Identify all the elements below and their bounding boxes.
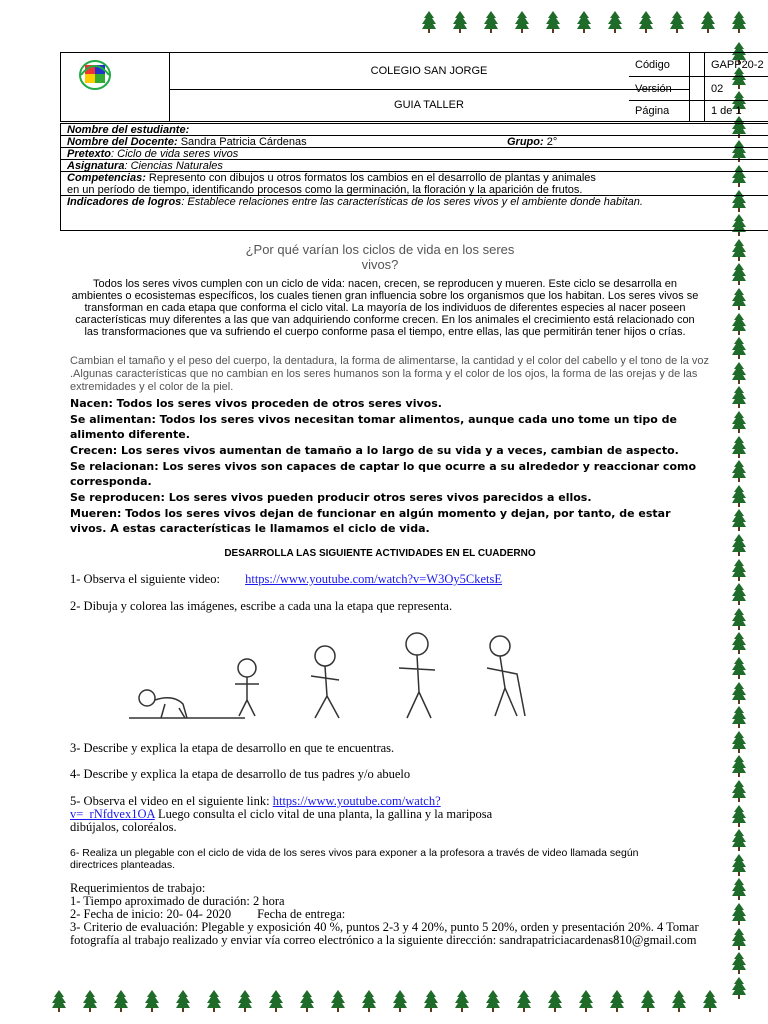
question-line-2: vivos? bbox=[361, 257, 399, 272]
tree-icon bbox=[579, 990, 593, 1012]
stage-se-alimentan: Se alimentan: Todos los seres vivos necesitan tomar alimentos, aunque cada uno tome un tipo de alimento diferente. bbox=[70, 413, 677, 441]
activity-2-text: 2- Dibuja y colorea las imágenes, escribe a cada una la etapa que representa. bbox=[70, 599, 453, 613]
tree-icon bbox=[732, 608, 746, 630]
subject-value: : Ciencias Naturales bbox=[124, 160, 223, 172]
tree-icon bbox=[732, 731, 746, 753]
student-label: Nombre del estudiante: bbox=[67, 124, 190, 136]
activity-3-text: 3- Describe y explica la etapa de desarrollo en que te encuentras. bbox=[70, 741, 395, 755]
competence-row bbox=[61, 172, 768, 196]
tree-icon bbox=[670, 11, 684, 33]
tree-icon bbox=[732, 263, 746, 285]
tree-icon bbox=[701, 11, 715, 33]
school-logo bbox=[61, 53, 170, 121]
tree-icon bbox=[83, 990, 97, 1012]
child-figure bbox=[235, 659, 259, 716]
tree-icon bbox=[484, 11, 498, 33]
activity-5-text: 5- Observa el video en el siguiente link: bbox=[70, 794, 270, 808]
tree-icon bbox=[732, 903, 746, 925]
group-label: Grupo: bbox=[507, 136, 544, 148]
question-line-1: ¿Por qué varían los ciclos de vida en los seres bbox=[245, 242, 515, 257]
tree-icon bbox=[331, 990, 345, 1012]
teacher-label: Nombre del Docente: bbox=[67, 136, 178, 148]
tree-icon bbox=[641, 990, 655, 1012]
tree-icon bbox=[269, 990, 283, 1012]
tree-icon bbox=[732, 977, 746, 999]
tree-icon bbox=[732, 362, 746, 384]
indicators-row bbox=[61, 196, 768, 230]
info-table bbox=[60, 123, 768, 231]
intro-paragraph: Todos los seres vivos cumplen con un ciclo de vida: nacen, crecen, se reproducen y mueren. Este ciclo se desarrolla en ambientes o ecosistemas específicos, los cuales tienen gran influencia sobre los organismos que los habitan. Los seres vivos se transforman en cada etapa que conforma el ciclo vital. La mayoría de los individuos de diferentes especies al nacer poseen características muy diferentes a las que van adquiriendo conforme crecen. En los animales el crecimiento está relacionado con las transformaciones que va sufriendo el cuerpo conforme pasa el tiempo, entre ellas, las que permitirán tener hijos o crías. bbox=[71, 278, 699, 338]
tree-icon bbox=[732, 485, 746, 507]
requirement-2-start: 2- Fecha de inicio: 20- 04- 2020 bbox=[70, 907, 232, 921]
page-label: Página bbox=[629, 101, 705, 121]
activity-5-rest-1: Luego consulta el ciclo vital de una planta, la gallina y la mariposa bbox=[154, 807, 493, 821]
activity-6-text: 6- Realiza un plegable con el ciclo de vida de los seres vivos para exponer a la profesora a través de video llamada según directrices planteadas. bbox=[70, 847, 639, 871]
activity-1 bbox=[70, 573, 710, 586]
activity-5-link-part-2[interactable]: v=_rNfdvex1OA bbox=[70, 807, 155, 821]
tree-icon bbox=[732, 805, 746, 827]
tree-icon bbox=[732, 657, 746, 679]
tree-icon bbox=[608, 11, 622, 33]
tree-icon bbox=[732, 755, 746, 777]
elder-figure bbox=[487, 636, 525, 716]
tree-icon bbox=[732, 928, 746, 950]
stage-se-relacionan: Se relacionan: Los seres vivos son capaces de captar lo que ocurre a su alrededor y reaccionar como corresponda. bbox=[70, 460, 697, 488]
tree-icon bbox=[732, 878, 746, 900]
tree-icon bbox=[732, 829, 746, 851]
tree-icon bbox=[732, 11, 746, 33]
tree-icon bbox=[732, 534, 746, 556]
group-value: 2° bbox=[546, 136, 558, 148]
tree-icon bbox=[732, 682, 746, 704]
tree-icon bbox=[732, 411, 746, 433]
tree-icon bbox=[732, 460, 746, 482]
activity-1-text: 1- Observa el siguiente video: bbox=[70, 572, 220, 586]
activity-5-link-part-1[interactable]: https://www.youtube.com/watch? bbox=[272, 794, 441, 808]
tree-icon bbox=[577, 11, 591, 33]
tree-icon bbox=[732, 436, 746, 458]
tree-icon bbox=[52, 990, 66, 1012]
indicators-value: : Establece relaciones entre las características de los seres vivos y el ambiente donde habitan. bbox=[181, 196, 643, 208]
tree-icon bbox=[732, 288, 746, 310]
subject-label: Asignatura bbox=[67, 160, 125, 172]
competence-value-2: en un período de tiempo, identificando procesos como la germinación, la floración y la aparición de frutos. bbox=[67, 184, 583, 196]
tree-icon bbox=[732, 313, 746, 335]
stage-nacen: Nacen: Todos los seres vivos proceden de otros seres vivos. bbox=[70, 397, 442, 410]
activities-title: DESARROLLA LAS SIGUIENTE ACTIVIDADES EN EL CUADERNO bbox=[224, 548, 536, 559]
teen-figure bbox=[311, 646, 339, 718]
tree-icon bbox=[732, 632, 746, 654]
competence-label: Competencias: bbox=[67, 172, 146, 184]
tree-icon bbox=[732, 952, 746, 974]
activity-5-rest-2: dibújalos, coloréalos. bbox=[70, 820, 177, 834]
pretext-label: Pretexto bbox=[67, 148, 112, 160]
life-stages-list bbox=[70, 396, 710, 537]
tree-icon bbox=[732, 386, 746, 408]
stage-crecen: Crecen: Los seres vivos aumentan de tamaño a lo largo de su vida y a veces, cambian de aspecto. bbox=[70, 444, 679, 457]
tree-icon bbox=[176, 990, 190, 1012]
version-label: Versión bbox=[629, 77, 705, 101]
tree-icon bbox=[114, 990, 128, 1012]
tree-icon bbox=[515, 11, 529, 33]
changes-paragraph: Cambian el tamaño y el peso del cuerpo, la dentadura, la forma de alimentarse, la cantidad y el color del cabello y el tono de la voz .Algunas características que no cambian en los seres humanos son la forma y el color de los ojos, la forma de las orejas y de las extremidades y el color de la piel. bbox=[70, 355, 709, 393]
tree-icon bbox=[610, 990, 624, 1012]
indicators-label: Indicadores de logros bbox=[67, 196, 182, 208]
document-type: GUIA TALLER bbox=[169, 89, 690, 121]
tree-icon bbox=[672, 990, 686, 1012]
code-label: Código bbox=[629, 53, 705, 77]
tree-icon bbox=[703, 990, 717, 1012]
requirement-1: 1- Tiempo aproximado de duración: 2 hora bbox=[70, 894, 285, 908]
tree-icon bbox=[393, 990, 407, 1012]
tree-icon bbox=[732, 706, 746, 728]
tree-icon bbox=[362, 990, 376, 1012]
main-question bbox=[210, 242, 550, 272]
tree-icon bbox=[639, 11, 653, 33]
school-name: COLEGIO SAN JORGE bbox=[169, 53, 690, 90]
tree-icon bbox=[732, 559, 746, 581]
tree-icon bbox=[424, 990, 438, 1012]
tree-icon bbox=[145, 990, 159, 1012]
subject-row bbox=[61, 160, 768, 172]
life-cycle-illustration bbox=[125, 628, 555, 723]
requirements-title: Requerimientos de trabajo: bbox=[70, 881, 206, 895]
tree-icon bbox=[207, 990, 221, 1012]
tree-icon bbox=[455, 990, 469, 1012]
page-value: 1 de 1 bbox=[711, 105, 742, 117]
version-value: 02 bbox=[705, 77, 768, 101]
tree-icon bbox=[732, 337, 746, 359]
tree-icon bbox=[486, 990, 500, 1012]
requirement-3: 3- Criterio de evaluación: Plegable y exposición 40 %, puntos 2-3 y 4 20%, punto 5 20%, orden y presentación 20%. 4 Tomar fotografía al trabajo realizado y enviar vía correo electrónico a la siguiente dirección: sandrapatriciacardenas810@gmail.com bbox=[70, 920, 699, 947]
tree-icon bbox=[300, 990, 314, 1012]
code-value: GAPP20-2 bbox=[705, 53, 768, 77]
tree-icon bbox=[422, 11, 436, 33]
activity-4-text: 4- Describe y explica la etapa de desarrollo de tus padres y/o abuelo bbox=[70, 767, 411, 781]
adult-figure bbox=[399, 633, 435, 718]
stage-mueren: Mueren: Todos los seres vivos dejan de funcionar en algún momento y dejan, por tanto, de estar vivos. A estas características le llamamos el ciclo de vida. bbox=[70, 507, 671, 535]
tree-icon bbox=[732, 780, 746, 802]
tree-icon bbox=[453, 11, 467, 33]
tree-icon bbox=[732, 509, 746, 531]
requirements bbox=[70, 882, 720, 947]
tree-icon bbox=[732, 854, 746, 876]
tree-icon bbox=[517, 990, 531, 1012]
tree-icon bbox=[238, 990, 252, 1012]
tree-icon bbox=[732, 583, 746, 605]
teacher-value: Sandra Patricia Cárdenas bbox=[180, 136, 307, 148]
activity-1-link[interactable]: https://www.youtube.com/watch?v=W3Oy5CketsE bbox=[245, 572, 502, 586]
baby-figure bbox=[129, 690, 245, 718]
activity-5 bbox=[70, 795, 710, 834]
student-row bbox=[61, 124, 768, 136]
header-table bbox=[60, 52, 768, 122]
stage-se-reproducen: Se reproducen: Los seres vivos pueden producir otros seres vivos parecidos a ellos. bbox=[70, 491, 592, 504]
teacher-row bbox=[61, 136, 768, 148]
pretext-row bbox=[61, 148, 768, 160]
requirement-2-end: Fecha de entrega: bbox=[257, 907, 346, 921]
pretext-value: : Ciclo de vida seres vivos bbox=[111, 148, 239, 160]
competence-value-1: Represento con dibujos u otros formatos los cambios en el desarrollo de plantas y animales bbox=[145, 172, 596, 184]
tree-icon bbox=[546, 11, 560, 33]
tree-icon bbox=[548, 990, 562, 1012]
tree-icon bbox=[732, 239, 746, 261]
